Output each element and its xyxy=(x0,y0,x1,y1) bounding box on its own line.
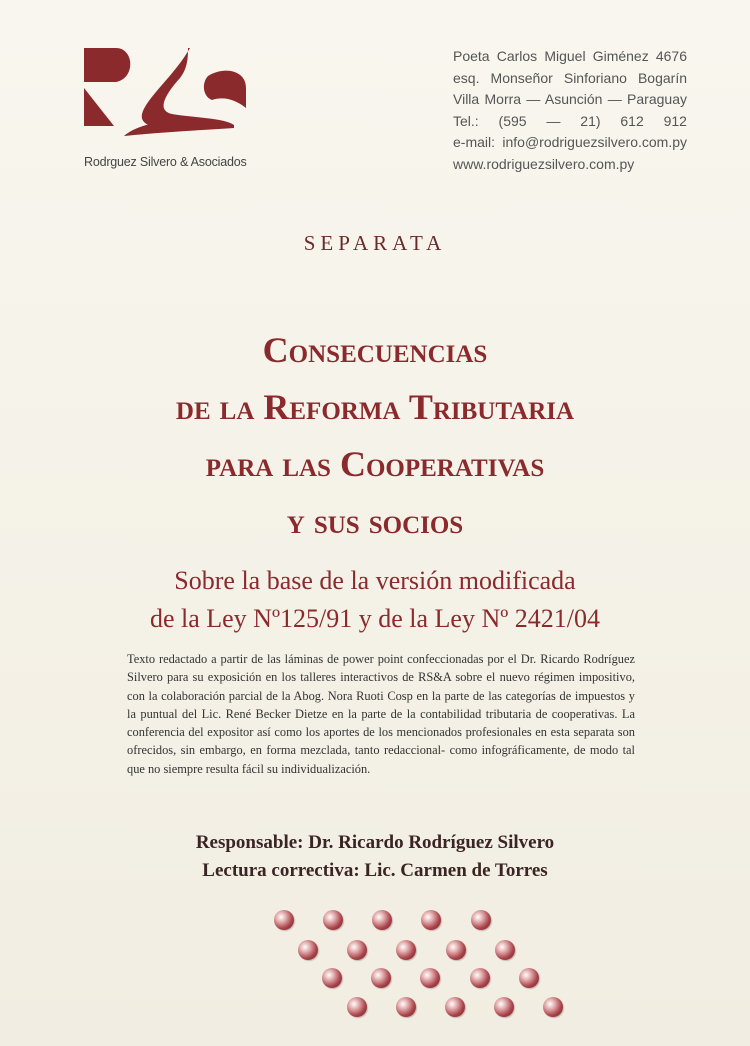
decorative-dot xyxy=(347,940,367,960)
decorative-dot xyxy=(421,910,441,930)
decorative-dot xyxy=(446,940,466,960)
decorative-dot xyxy=(471,910,491,930)
tel-dash: — xyxy=(546,112,561,129)
title-line-2: de la Reforma Tributaria xyxy=(175,387,575,427)
address-website: www.rodriguezsilvero.com.py xyxy=(453,155,635,172)
decorative-dot xyxy=(298,940,318,960)
body-paragraph: Texto redactado a partir de las láminas de power point confeccionadas por el Dr. Ricardo Rodríguez Silvero para su exposición en los talleres interactivos de RS&A sobre el nuevo régimen impositivo, con la colaboración parcial de la Abog. Nora Ruoti Cosp en la parte de las categorías de impuestos y la puntual del Lic. René Becker Dietze en la parte de la contabilidad tributaria de cooperativas. La conferencia del expositor así como los aportes de los mencionados profesionales en esta separata son ofrecidos, sin embargo, en forma mezclada, tanto redaccional- como infográficamente, de modo tal que no siempre resulta fácil su individualización. xyxy=(127,652,635,776)
tel-prefix: 612 xyxy=(620,112,644,129)
decorative-dot xyxy=(396,997,416,1017)
credit-lectura: Lectura correctiva: Lic. Carmen de Torres xyxy=(202,860,548,881)
decorative-dot xyxy=(470,968,490,988)
decorative-dot xyxy=(372,910,392,930)
credit-responsable: Responsable: Dr. Ricardo Rodríguez Silvero xyxy=(195,832,555,853)
address-telephone xyxy=(453,111,687,133)
tel-number: 912 xyxy=(663,112,687,129)
document-title xyxy=(0,322,750,550)
decorative-dot xyxy=(445,997,465,1017)
decorative-dot xyxy=(519,968,539,988)
decorative-dot xyxy=(543,997,563,1017)
tel-area: 21) xyxy=(580,112,601,129)
subtitle-line-2: de la Ley Nº125/91 y de la Ley Nº 2421/04 xyxy=(149,604,601,633)
address-line-city: Villa Morra — Asunción — Paraguay xyxy=(453,91,687,107)
rs-logo-mark xyxy=(84,48,249,153)
title-line-1: Consecuencias xyxy=(262,330,488,370)
decorative-dot xyxy=(347,997,367,1017)
address-line-corner: esq. Monseñor Sinforiano Bogarín xyxy=(453,69,687,86)
decorative-dot xyxy=(322,968,342,988)
subtitle-line-1: Sobre la base de la versión modificada xyxy=(174,566,576,595)
address-block xyxy=(453,46,687,175)
decorative-dot xyxy=(420,968,440,988)
rs-logo xyxy=(84,48,249,173)
separata-label: SEPARATA xyxy=(303,231,447,255)
address-line-street: Poeta Carlos Miguel Giménez 4676 xyxy=(453,48,687,64)
tel-country: (595 xyxy=(498,112,527,129)
title-line-3: para las Cooperativas xyxy=(205,444,545,484)
title-line-4: y sus socios xyxy=(286,501,464,541)
decorative-dot xyxy=(494,997,514,1017)
decorative-dot xyxy=(495,940,515,960)
decorative-dot xyxy=(371,968,391,988)
decorative-dot xyxy=(274,910,294,930)
decorative-dot xyxy=(323,910,343,930)
document-subtitle xyxy=(0,562,750,638)
logo-caption: Rodrguez Silvero & Asociados xyxy=(84,155,247,169)
tel-label: Tel.: xyxy=(453,112,479,129)
address-email: e-mail: info@rodriguezsilvero.com.py xyxy=(453,134,687,150)
decorative-dot xyxy=(396,940,416,960)
credits-block xyxy=(0,829,750,885)
